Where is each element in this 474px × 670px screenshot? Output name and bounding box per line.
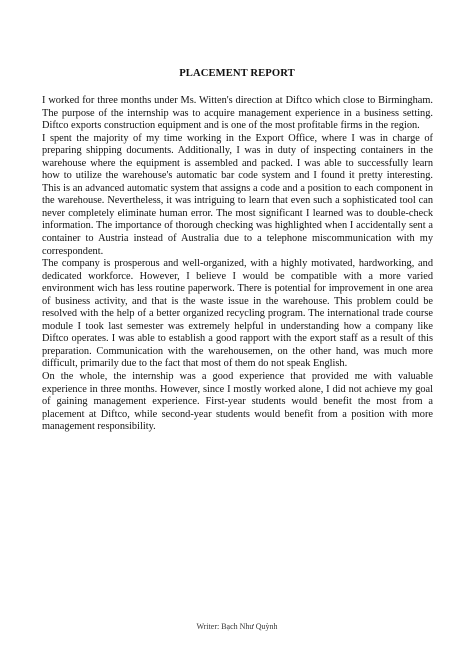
- paragraph-conclusion: On the whole, the internship was a good experience that provided me with valuable experience in three months. However, since I mostly worked alone, I did not achieve my goal of gaining management experience. First-year students would benefit the most from a placement at Diftco, while second-year students would benefit from a position with more management responsibility.: [42, 371, 433, 433]
- paragraph-intro: I worked for three months under Ms. Witten's direction at Diftco which close to Birmingham. The purpose of the internship was to acquire management experience in a business setting. Diftco exports construction equipment and is one of the most profitable firms in the region.: [42, 95, 433, 132]
- paragraph-export-office: I spent the majority of my time working in the Export Office, where I was in charge of preparing shipping documents. Additionally, I was in duty of inspecting containers in the warehouse where the equipment is assembled and packed. I was able to successfully learn how to utilize the warehouse's automatic bar code system and I found it pretty interesting. This is an advanced automatic system that assigns a code and a position to each component in the warehouse. Nevertheless, it was intriguing to learn that even such a sophisticated tool can never completely eliminate human error. The most significant I learned was to double-check information. The importance of thorough checking was highlighted when I accidentally sent a container to Austria instead of Australia due to a telephone miscommunication with my correspondent.: [42, 132, 433, 257]
- paragraph-company-assessment: The company is prosperous and well-organized, with a highly motivated, hardworking, and dedicated workforce. However, I believe I would be compatible with a more varied environment wich has less routine paperwork. There is potential for improvement in one area of business activity, and that is the waste issue in the warehouse. This problem could be resolved with the help of a better organized recycling program. The international trade course module I took last semester was extremely helpful in understanding how a company like Diftco operates. I was able to establish a good rapport with the export staff as a result of this preparation. Communication with the warehousemen, on the other hand, was much more difficult, primarily due to the fact that most of them do not speak English.: [42, 258, 433, 370]
- report-body: [42, 95, 433, 434]
- writer-credit: Writer: Bạch Như Quỳnh: [196, 622, 278, 631]
- document-title: PLACEMENT REPORT: [179, 68, 295, 79]
